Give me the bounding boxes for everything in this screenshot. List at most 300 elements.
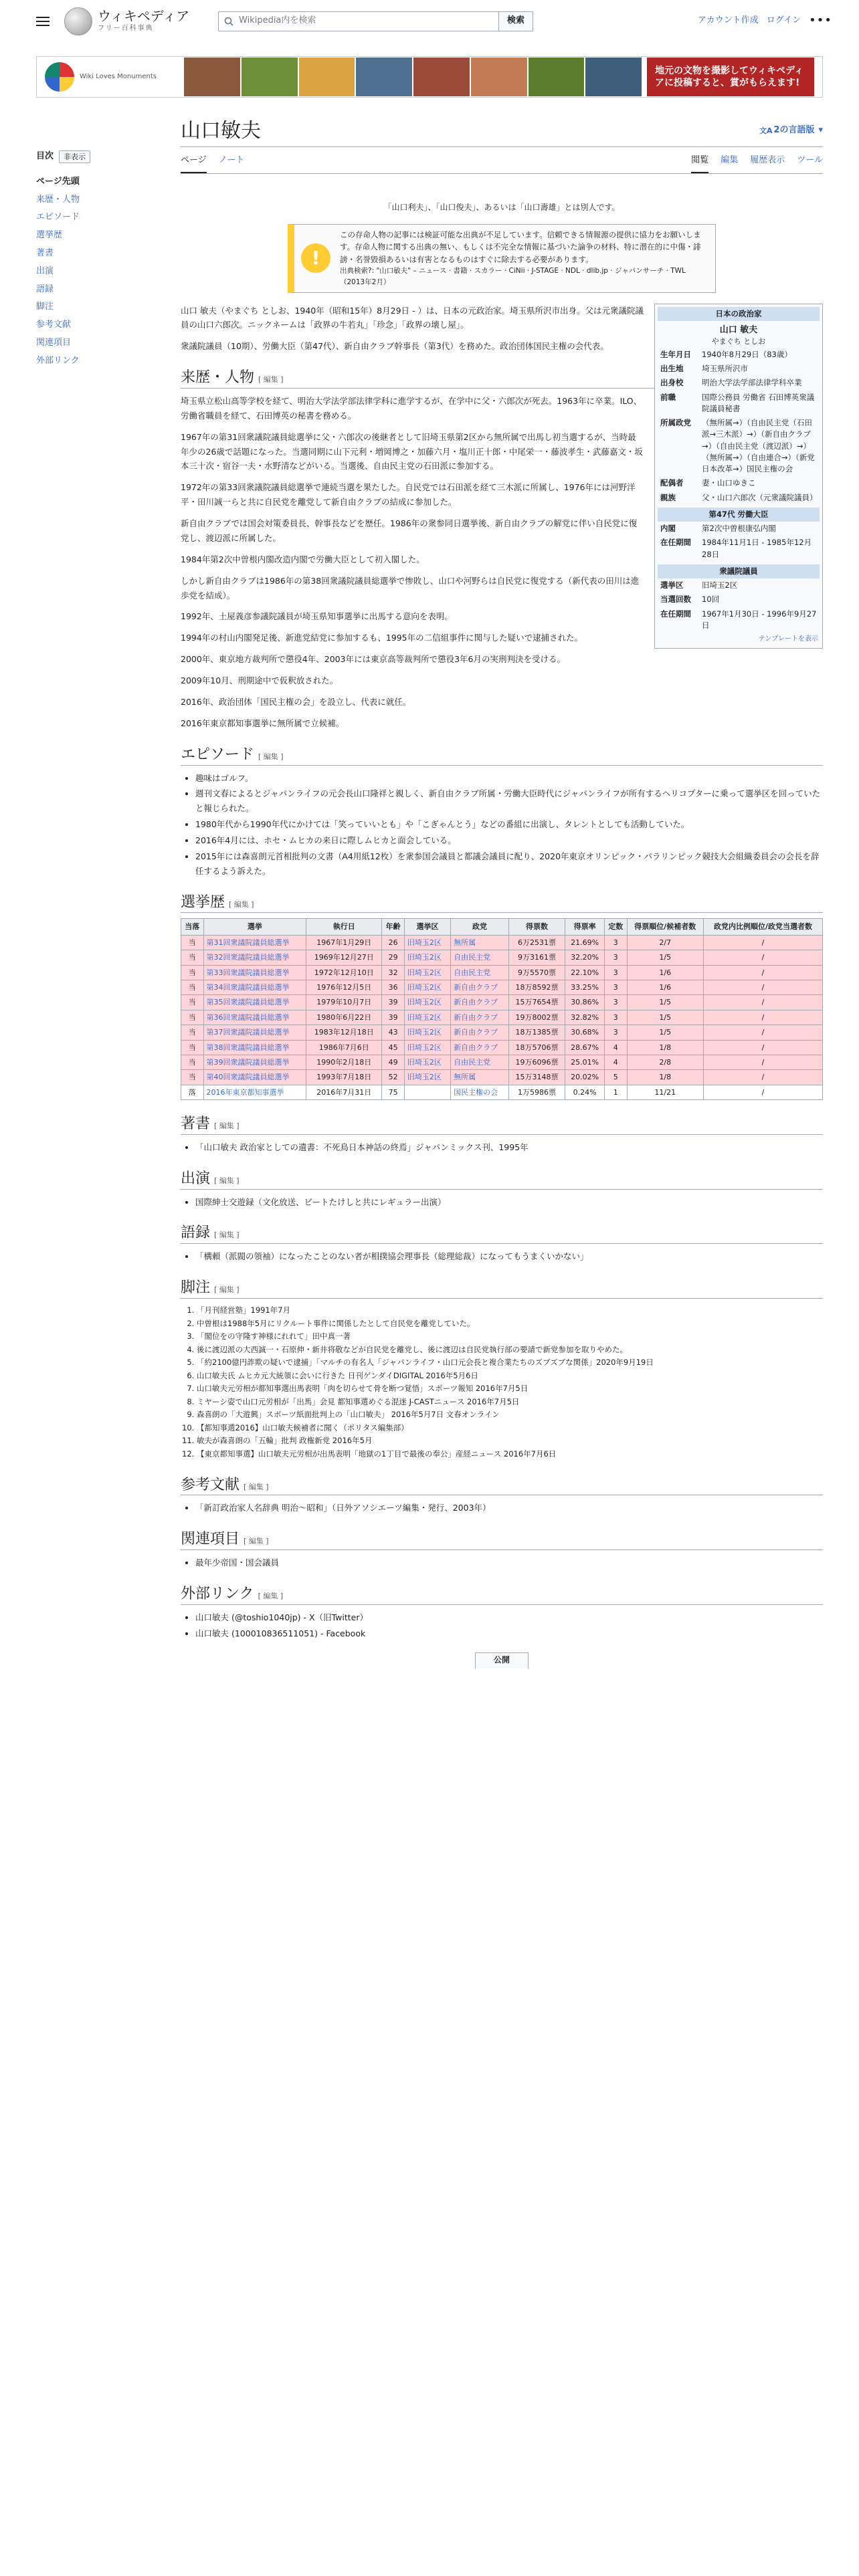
election-cell[interactable]: 第33回衆議院議員総選挙 [203, 965, 306, 980]
election-cell[interactable]: 旧埼玉2区 [404, 1025, 450, 1040]
election-cell[interactable]: 自由民主党 [451, 965, 509, 980]
career-paragraph: 2016年東京都知事選挙に無所属で立候補。 [181, 718, 345, 728]
toc-item[interactable]: エピソード [36, 212, 80, 223]
edit-section-link[interactable]: [ 編集 ] [214, 1285, 240, 1295]
wlm-logo [45, 62, 179, 92]
article-content [181, 201, 823, 1669]
election-cell: 落 [181, 1085, 204, 1099]
appearance-item[interactable]: • 国際紳士交遊録（文化放送、ビートたけしと共にレギュラー出演） [195, 1195, 823, 1210]
page-tabs [181, 150, 823, 174]
user-links [698, 11, 832, 31]
search-placeholder: Wikipedia内を検索 [239, 15, 316, 26]
footnote-item: 12. 【東京都知事選】山口敏夫元労相が出馬表明「地獄の1丁目で最後の奉公」産経ニュース 2016年7月6日 [197, 1448, 823, 1461]
footnote-item: 9. 森喜朗の「大遊興」スポーツ紙面批判上の「山口敏夫」 2016年5月7日 文春オンライン [197, 1408, 823, 1422]
infobox-row [658, 536, 820, 562]
section-heading-career: 来歴・人物 [ 編集 ] [181, 367, 823, 389]
namespace-tabs [181, 150, 244, 173]
election-cell: 1/5 [627, 1025, 703, 1040]
episode-item: • 1980年代から1990年代にかけては「笑っていいとも」や「こぎゃんとう」などの番組に出演し、タレントとしても活動していた。 [195, 817, 823, 832]
election-column-header: 政党 [451, 919, 509, 935]
election-cell[interactable]: 第31回衆議院議員総選挙 [203, 935, 306, 950]
episode-list [195, 771, 823, 879]
election-cell: 18万5706票 [508, 1040, 565, 1055]
section-heading-books: 著書 [ 編集 ] [181, 1113, 823, 1135]
view-tab-1[interactable]: 編集 [721, 155, 739, 165]
infobox-value: 国際公務員 労働省 石田博英衆議院議員秘書 [702, 392, 815, 413]
election-cell[interactable]: 新自由クラブ [451, 1040, 509, 1055]
campaign-banner[interactable] [36, 56, 823, 98]
login-link[interactable]: ログイン [766, 15, 801, 26]
infobox-minister-table [658, 522, 820, 562]
election-column-header: 選挙区 [404, 919, 450, 935]
election-cell: 36 [382, 980, 405, 995]
election-cell: 20.02% [565, 1070, 605, 1085]
election-column-header: 得票順位/候補者数 [627, 919, 703, 935]
election-cell: 19万8002票 [508, 1010, 565, 1025]
election-cell[interactable]: 新自由クラブ [451, 980, 509, 995]
toc-item[interactable]: 関連項目 [36, 337, 72, 348]
election-cell: 4 [605, 1055, 628, 1069]
election-cell: 30.86% [565, 995, 605, 1010]
banner-photo [471, 58, 527, 96]
quote-item: • 「構頼（派閥の領袖）になったことのない者が相撲協会理事長（総理総裁）になってもうまくいかない」 [195, 1249, 823, 1264]
infobox-label: 出生地 [660, 364, 684, 374]
infobox-row [658, 522, 820, 536]
infobox-row [658, 607, 820, 633]
infobox-label: 在任期間 [660, 609, 691, 619]
election-cell: 1/5 [627, 995, 703, 1010]
election-cell[interactable]: 新自由クラブ [451, 1025, 509, 1040]
infobox-label: 配偶者 [660, 478, 684, 488]
election-cell: / [703, 1025, 822, 1040]
footnote-item: 1. 「月刊経営塾」1991年7月 [197, 1304, 823, 1317]
infobox-row [658, 376, 820, 390]
election-table-header [181, 919, 823, 935]
episode-item: • 2015年には森喜朗元首相批判の文書（A4用紙12枚）を衆参国会議員と都議会議員に配り、2020年東京オリンピック・パラリンピック競技大会組織委員会の会長を辞任するよう訴えた。 [195, 849, 823, 879]
banner-photo [184, 58, 240, 96]
infobox-label: 所属政党 [660, 418, 691, 428]
infobox [654, 304, 823, 649]
election-cell: 39 [382, 995, 405, 1010]
section-heading-quotes: 語録 [ 編集 ] [181, 1222, 823, 1244]
election-cell: 19万6096票 [508, 1055, 565, 1069]
footnote-list [197, 1304, 823, 1461]
section-heading-external: 外部リンク [ 編集 ] [181, 1584, 823, 1605]
footnote-item: 5. 「約2100億円詐欺の疑いで逮捕」「マルチの有名人「ジャパンライフ・山口元会長と複合業たちのズブズブな関係」2020年9月19日 [197, 1356, 823, 1370]
election-cell: 1/5 [627, 950, 703, 965]
footnote-item: 3. 「閣位をの守隆す神様にれれて」田中真一著 [197, 1330, 823, 1344]
infobox-value: 父・山口六郎次（元衆議院議員） [702, 492, 818, 502]
election-column-header: 当落 [181, 919, 204, 935]
edit-section-link[interactable]: [ 編集 ] [214, 1176, 240, 1185]
election-cell: 3 [605, 935, 628, 950]
election-row [181, 995, 823, 1010]
infobox-diet-table [658, 578, 820, 633]
infobox-row [658, 391, 820, 417]
footer-toggle-button[interactable]: 公開 [475, 1652, 529, 1669]
language-icon [759, 125, 773, 136]
election-cell: 3 [605, 980, 628, 995]
election-cell: 29 [382, 950, 405, 965]
infobox-row [658, 348, 820, 362]
wlm-heart-icon [45, 62, 74, 92]
election-cell: 9万5570票 [508, 965, 565, 980]
related-list [195, 1555, 823, 1570]
election-cell: 39 [382, 1010, 405, 1025]
election-cell: 1976年12月5日 [306, 980, 382, 995]
article-main [181, 118, 823, 1669]
warning-icon: ! [301, 243, 330, 273]
election-cell: 33.25% [565, 980, 605, 995]
external-link[interactable]: • 山口敏夫 (@toshio1040jp) - X（旧Twitter） [195, 1610, 823, 1625]
toc-item[interactable]: 外部リンク [36, 355, 80, 366]
main-menu-button[interactable] [36, 17, 50, 26]
infobox-label: 当選回数 [660, 595, 691, 605]
election-cell: 1/8 [627, 1040, 703, 1055]
page-title: 山口敏夫 [181, 120, 261, 142]
election-cell[interactable]: 国民主権の会 [451, 1085, 509, 1099]
edit-section-link[interactable]: [ 編集 ] [258, 375, 284, 385]
election-row [181, 1055, 823, 1069]
toc-item[interactable]: 著書 [36, 247, 54, 258]
edit-section-link[interactable]: [ 編集 ] [244, 1537, 269, 1546]
infobox-label: 生年月日 [660, 349, 691, 359]
view-tabs [691, 150, 823, 173]
toc-item[interactable]: 参考文献 [36, 320, 72, 330]
election-column-header: 政党内比例順位/政党当選者数 [703, 919, 822, 935]
intro-paragraph-2: 衆議院議員（10期）、労働大臣（第47代）、新自由クラブ幹事長（第3代）を務めた。政治団体国民主権の会代表。 [181, 341, 609, 352]
view-tab-2[interactable]: 履歴表示 [750, 155, 785, 165]
toc-item[interactable]: 選挙歴 [36, 230, 63, 241]
election-cell: 1972年12月10日 [306, 965, 382, 980]
election-cell[interactable]: 第36回衆議院議員総選挙 [203, 1010, 306, 1025]
career-paragraph: 1984年第2次中曽根内閣改造内閣で労働大臣として初入閣した。 [181, 554, 425, 564]
banner-cta[interactable]: 地元の文物を撮影してウィキペディアに投稿すると、賞がもらえます! [647, 58, 814, 96]
infobox-value: 1984年11月1日 - 1985年12月28日 [702, 538, 812, 559]
episode-item: • 2016年4月には、ホセ・ムヒカの来日に際しムヒカと面会している。 [195, 833, 823, 848]
election-cell: 当 [181, 1040, 204, 1055]
edit-section-link[interactable]: [ 編集 ] [258, 752, 284, 761]
election-column-header: 選挙 [203, 919, 306, 935]
election-cell: 28.67% [565, 1040, 605, 1055]
election-cell: 当 [181, 980, 204, 995]
election-row [181, 965, 823, 980]
election-cell[interactable]: 自由民主党 [451, 950, 509, 965]
more-options-icon[interactable]: ••• [809, 13, 832, 28]
infobox-value: 1967年1月30日 - 1996年9月27日 [702, 609, 817, 630]
election-cell: 2/8 [627, 1055, 703, 1069]
search-button[interactable]: 検索 [499, 11, 533, 31]
infobox-value: 妻・山口ゆきこ [702, 478, 756, 488]
site-logo[interactable] [64, 7, 205, 35]
infobox-label: 親族 [660, 492, 676, 502]
infobox-header: 日本の政治家 [658, 307, 820, 321]
election-cell: 当 [181, 965, 204, 980]
election-cell[interactable]: 新自由クラブ [451, 995, 509, 1010]
election-cell: 18万1385票 [508, 1025, 565, 1040]
footnote-item: 7. 山口敏夫元労相が都知事選出馬表明「肉を切らせて骨を断つ覚悟」スポーツ報知 2016年7月5日 [197, 1382, 823, 1396]
election-cell: 1980年6月22日 [306, 1010, 382, 1025]
election-column-header: 得票率 [565, 919, 605, 935]
election-cell: / [703, 995, 822, 1010]
election-cell[interactable]: 2016年東京都知事選挙 [203, 1085, 306, 1099]
election-cell[interactable]: 旧埼玉2区 [404, 950, 450, 965]
footnote-item: 11. 敏夫が森喜朗の「五輪」批判 政権新党 2016年5月 [197, 1434, 823, 1448]
infobox-value: 1940年8月29日（83歳） [702, 349, 792, 359]
election-cell: 30.68% [565, 1025, 605, 1040]
election-cell: 4 [605, 1040, 628, 1055]
infobox-value: 埼玉県所沢市 [702, 364, 748, 374]
election-row [181, 935, 823, 950]
banner-photo-strip [184, 58, 642, 96]
edit-section-link[interactable]: [ 編集 ] [258, 1591, 284, 1600]
election-cell: 1986年7月6日 [306, 1040, 382, 1055]
view-tab-0[interactable]: 閲覧 [691, 150, 708, 173]
election-column-header: 執行日 [306, 919, 382, 935]
infobox-table [658, 348, 820, 505]
career-paragraph: 1994年の村山内閣発足後、新進党結党に参加するも、1995年の二信組事件に関与した疑いで逮捕された。 [181, 633, 583, 643]
election-row [181, 1010, 823, 1025]
election-cell: 6万2531票 [508, 935, 565, 950]
election-cell: 当 [181, 995, 204, 1010]
election-cell: 2/7 [627, 935, 703, 950]
election-cell: 1/8 [627, 1070, 703, 1085]
election-cell[interactable]: 旧埼玉2区 [404, 1070, 450, 1085]
section-heading-notes: 脚注 [ 編集 ] [181, 1277, 823, 1299]
election-row [181, 1040, 823, 1055]
election-cell[interactable]: 第32回衆議院議員総選挙 [203, 950, 306, 965]
infobox-value: 明治大学法学部法律学科卒業 [702, 378, 802, 388]
election-cell: 3 [605, 1010, 628, 1025]
election-cell: 当 [181, 935, 204, 950]
election-cell: / [703, 950, 822, 965]
election-cell: 45 [382, 1040, 405, 1055]
election-cell: 3 [605, 965, 628, 980]
career-paragraph: 埼玉県立松山高等学校を経て、明治大学法学部法律学科に進学するが、在学中に父・六郎次が死去。1963年に卒業。ILO、労働省職員を経て、石田博英の秘書を務める。 [181, 395, 642, 421]
election-cell: 当 [181, 950, 204, 965]
title-row [181, 118, 823, 147]
election-cell: 9万3161票 [508, 950, 565, 965]
footnote-item: 8. ミヤーシ姿で山口元労相が「出馬」会見 都知事選めぐる混迷 J-CASTニュース 2016年7月5日 [197, 1396, 823, 1409]
wikipedia-globe-icon [64, 7, 92, 35]
election-cell[interactable]: 旧埼玉2区 [404, 1055, 450, 1069]
edit-section-link[interactable]: [ 編集 ] [229, 899, 254, 909]
infobox-row [658, 593, 820, 607]
election-cell: 1969年12月27日 [306, 950, 382, 965]
election-cell[interactable]: 自由民主党 [451, 1055, 509, 1069]
election-cell[interactable]: 第38回衆議院議員総選挙 [203, 1040, 306, 1055]
book-item: • 「山口敏夫 政治家としての遺書：不死鳥日本神話の終焉」ジャパンミックス刊、1995年 [195, 1140, 823, 1155]
tab-0[interactable]: ページ [181, 150, 207, 173]
svg-text:文A: 文A [759, 126, 773, 136]
election-cell: 1967年1月29日 [306, 935, 382, 950]
election-cell: 75 [382, 1085, 405, 1099]
edit-section-link[interactable]: [ 編集 ] [244, 1482, 269, 1491]
infobox-value: 10回 [702, 595, 720, 605]
election-row [181, 1085, 823, 1099]
election-cell: / [703, 980, 822, 995]
warning-source-links[interactable]: 出典検索?: "山口敏夫" – ニュース · 書籍 · スカラー · CiNii · J-STAGE · NDL · dlib.jp · ジャパンサーチ · TWL（2013年2月） [340, 266, 686, 286]
infobox-row [658, 578, 820, 593]
toc-item[interactable]: ページ先頭 [36, 176, 80, 187]
election-cell[interactable] [404, 1085, 450, 1099]
template-link[interactable]: テンプレートを表示 [758, 635, 818, 643]
tab-1[interactable]: ノート [218, 155, 245, 165]
career-paragraph: 2000年、東京地方裁判所で懲役4年、2003年には東京高等裁判所で懲役3年6月の実刑判決を受ける。 [181, 654, 565, 665]
election-column-header: 定数 [605, 919, 628, 935]
election-cell: 32.20% [565, 950, 605, 965]
career-paragraph: 新自由クラブでは国会対策委員長、幹事長などを歴任。1986年の衆参同日選挙後、新自由クラブの解党に伴い自民党に復党し、渡辺派に所属した。 [181, 518, 638, 543]
site-header [0, 0, 859, 43]
infobox-name: 山口 敏夫 [719, 324, 758, 335]
banner-photo [529, 58, 585, 96]
election-cell: 1990年2月18日 [306, 1055, 382, 1069]
election-cell: 11/21 [627, 1085, 703, 1099]
infobox-row [658, 491, 820, 505]
election-cell: 3 [605, 995, 628, 1010]
election-cell: 22.10% [565, 965, 605, 980]
external-link-list [195, 1610, 823, 1641]
episode-item: • 週刊文春によるとジャパンライフの元会長山口隆祥と親しく、新自由クラブ所属・労働大臣時代にジャパンライフが所有するヘリコプターに乗って選挙区を回っていたと報じられた。 [195, 786, 823, 816]
section-heading-related: 関連項目 [ 編集 ] [181, 1529, 823, 1550]
toc-item[interactable]: 出演 [36, 265, 54, 276]
related-link[interactable]: • 最年少帝国・国会議員 [195, 1555, 823, 1570]
toc-item[interactable]: 来歴・人物 [36, 194, 80, 205]
appearance-list [195, 1195, 823, 1210]
election-cell: 1993年7月18日 [306, 1070, 382, 1085]
election-cell[interactable]: 旧埼玉2区 [404, 1040, 450, 1055]
infobox-row [658, 476, 820, 490]
election-row [181, 1070, 823, 1085]
election-cell[interactable]: 旧埼玉2区 [404, 1010, 450, 1025]
career-paragraph: 1967年の第31回衆議院議員総選挙に父・六郎次の後継者として旧埼玉県第2区から無所属で出馬し初当選するが、当時最年少の26歳で話題になった。当選同期に山下元利・増岡博之・加藤六月・塩川正十郎・中尾栄一・藤波孝生・武藤嘉文・坂本三十次・宿谷一夫・水野清などがいる。当選後、自由民主党の石田派に参加する。 [181, 431, 643, 471]
search-input[interactable] [218, 11, 499, 31]
wlm-text: Wiki Loves Monuments [80, 73, 157, 80]
infobox-value: 第2次中曽根康弘内閣 [702, 524, 776, 534]
infobox-value: 旧埼玉2区 [702, 580, 738, 591]
intro-paragraph: 山口 敏夫（やまぐち としお、1940年（昭和15年）8月29日 - ）は、日本の元政治家。埼玉県所沢市出身。父は元衆議院議員の山口六郎次。ニックネームは「政界の牛若丸」「珍念」「政界の壊し屋」。 [181, 305, 644, 330]
edit-section-link[interactable]: [ 編集 ] [214, 1230, 240, 1240]
election-cell: 1 [605, 1085, 628, 1099]
election-cell: 26 [382, 935, 405, 950]
election-cell: 2016年7月31日 [306, 1085, 382, 1099]
banner-photo [585, 58, 642, 96]
election-cell[interactable]: 旧埼玉2区 [404, 980, 450, 995]
search-form [218, 11, 533, 31]
election-cell: / [703, 965, 822, 980]
infobox-minister-header[interactable]: 第47代 労働大臣 [658, 508, 820, 522]
infobox-value: （無所属→）（自由民主党（石田派→三木派）→）（新自由クラブ→）（自由民主党（渡辺派）→）（無所属→）（自由連合→）（新党日本改革→）国民主権の会 [702, 418, 815, 474]
election-cell: 当 [181, 1010, 204, 1025]
election-table [181, 918, 823, 1100]
site-name: ウィキペディア [98, 7, 190, 24]
election-cell: 当 [181, 1025, 204, 1040]
election-cell: 18万8592票 [508, 980, 565, 995]
external-link[interactable]: • 山口敏夫 (100010836511051) - Facebook [195, 1626, 823, 1641]
election-cell[interactable]: 第34回衆議院議員総選挙 [203, 980, 306, 995]
career-paragraph: 1992年、土屋義彦参議院議員が埼玉県知事選挙に出馬する意向を表明。 [181, 611, 453, 622]
banner-photo [242, 58, 298, 96]
election-cell[interactable]: 無所属 [451, 935, 509, 950]
election-cell: 21.69% [565, 935, 605, 950]
election-cell: 3 [605, 1025, 628, 1040]
footnote-item: 2. 中曽根は1988年5月にリクルート事件に関係したとして自民党を離党していた。 [197, 1317, 823, 1331]
footnote-item: 10. 【都知事選2016】山口敏夫候補者に聞く（ポリタス編集部） [197, 1422, 823, 1435]
election-cell: 1/5 [627, 1010, 703, 1025]
election-cell[interactable]: 第39回衆議院議員総選挙 [203, 1055, 306, 1069]
election-row [181, 950, 823, 965]
election-cell[interactable]: 新自由クラブ [451, 1010, 509, 1025]
site-tagline: フリー百科事典 [98, 24, 154, 32]
toc-header [36, 150, 181, 164]
election-cell[interactable]: 第35回衆議院議員総選挙 [203, 995, 306, 1010]
election-cell: 0.24% [565, 1085, 605, 1099]
election-cell: 5 [605, 1070, 628, 1085]
episode-item: • 趣味はゴルフ。 [195, 771, 823, 786]
view-tab-3[interactable]: ツール [797, 155, 823, 165]
career-paragraph: しかし新自由クラブは1986年の第38回衆議院議員総選挙で惨敗し、山口や河野らは自民党に復党する（新代表の田川は進歩党を結成）。 [181, 575, 640, 601]
election-cell: / [703, 1040, 822, 1055]
infobox-row [658, 362, 820, 376]
create-account-link[interactable]: アカウント作成 [697, 15, 759, 26]
infobox-label: 出身校 [660, 378, 684, 388]
section-heading-references: 参考文献 [ 編集 ] [181, 1475, 823, 1496]
election-cell[interactable]: 旧埼玉2区 [404, 965, 450, 980]
election-cell: / [703, 1055, 822, 1069]
election-cell: 32 [382, 965, 405, 980]
election-cell[interactable]: 無所属 [451, 1070, 509, 1085]
infobox-label: 在任期間 [660, 538, 691, 548]
election-cell: 32.82% [565, 1010, 605, 1025]
edit-section-link[interactable]: [ 編集 ] [214, 1121, 240, 1131]
election-cell[interactable]: 第37回衆議院議員総選挙 [203, 1025, 306, 1040]
career-paragraph: 2016年、政治団体「国民主権の会」を設立し、代表に就任。 [181, 696, 411, 707]
election-column-header: 年齢 [382, 919, 405, 935]
election-row [181, 1025, 823, 1040]
toc-item[interactable]: 脚注 [36, 302, 54, 312]
election-cell[interactable]: 旧埼玉2区 [404, 935, 450, 950]
election-cell[interactable]: 旧埼玉2区 [404, 995, 450, 1010]
warning-text: この存命人物の記事には検証可能な出典が不足しています。信頼できる情報源の提供に協力をお願いします。存命人物に関する出典の無い、もしくは不完全な情報に基づいた論争の材料、特に潜在的に中傷・誹謗・名誉毀損あるいは有害となるものはすぐに除去する必要があります。 [340, 229, 701, 264]
section-heading-elections: 選挙歴 [ 編集 ] [181, 892, 823, 914]
infobox-kana: やまぐち としお [711, 337, 766, 346]
toc-item[interactable]: 語録 [36, 284, 54, 294]
election-cell: 15万3148票 [508, 1070, 565, 1085]
table-of-contents [36, 118, 181, 1669]
election-cell: 25.01% [565, 1055, 605, 1069]
election-cell: 15万7654票 [508, 995, 565, 1010]
election-cell: 1/6 [627, 980, 703, 995]
language-button[interactable] [759, 124, 823, 138]
infobox-diet-header[interactable]: 衆議院議員 [658, 564, 820, 578]
election-cell: 1983年12月18日 [306, 1025, 382, 1040]
hatnote: 「山口利夫」、「山口俊夫」、あるいは「山口壽雄」とは別人です。 [383, 202, 620, 212]
toc-hide-button[interactable]: 非表示 [59, 150, 90, 164]
reference-list [195, 1501, 823, 1515]
toc-list [36, 173, 181, 370]
election-cell: / [703, 935, 822, 950]
election-cell: / [703, 1070, 822, 1085]
election-cell: 43 [382, 1025, 405, 1040]
election-cell: 3 [605, 950, 628, 965]
infobox-row [658, 416, 820, 476]
section-heading-appearances: 出演 [ 編集 ] [181, 1168, 823, 1190]
career-paragraph: 1972年の第33回衆議院議員総選挙で連続当選を果たした。自民党では石田派を経て三木派に所属し、1976年には河野洋平・田川誠一らと共に自民党を離党して新自由クラブの結成に参加した。 [181, 482, 636, 508]
banner-photo [356, 58, 412, 96]
election-cell: / [703, 1010, 822, 1025]
election-cell[interactable]: 第40回衆議院議員総選挙 [203, 1070, 306, 1085]
election-cell: / [703, 1085, 822, 1099]
